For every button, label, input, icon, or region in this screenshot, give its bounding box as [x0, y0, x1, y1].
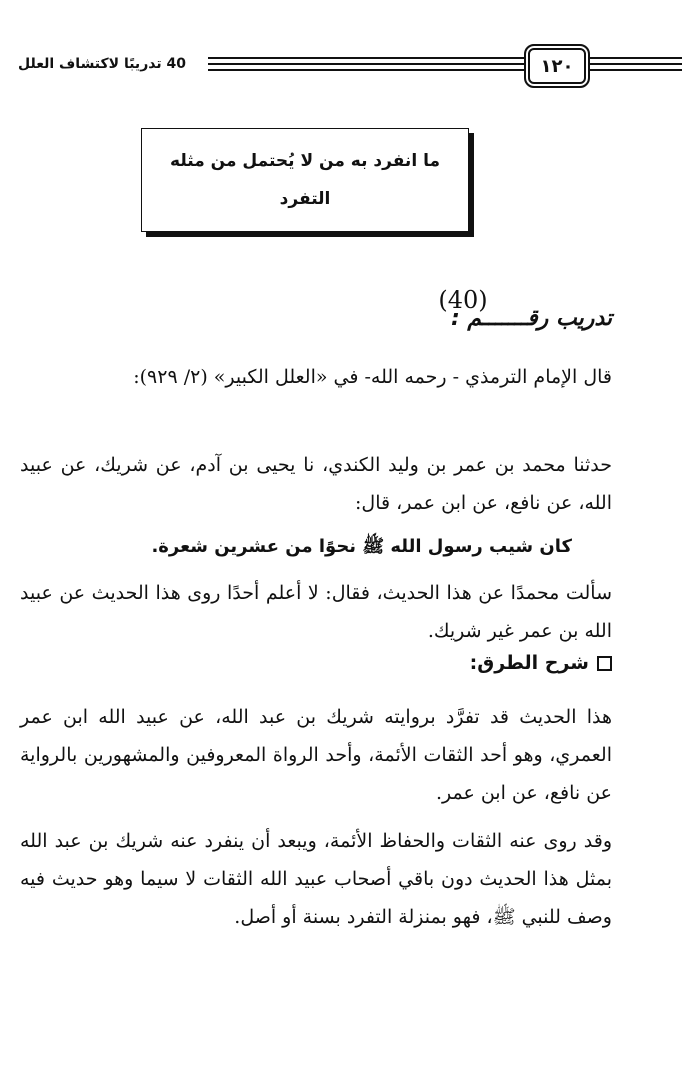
chapter-title-line-1: ما انفرد به من لا يُحتمل من مثله	[170, 151, 440, 171]
paragraph-question: سألت محمدًا عن هذا الحديث، فقال: لا أعلم أحدًا روى هذا الحديث عن عبيد الله بن عمر غير شريك.	[20, 582, 612, 642]
paragraph-explanation-1: هذا الحديث قد تفرَّد بروايته شريك بن عبد الله، عن عبيد الله ابن عمر العمري، وهو أحد الثقات الأئمة، وأحد الرواة المعروفين والمشهورين بالرواية عن نافع، عن ابن عمر.	[20, 706, 612, 804]
paragraph-explanation-2: وقد روى عنه الثقات والحفاظ الأئمة، ويبعد أن ينفرد عنه شريك بن عبد الله بمثل هذا الحديث دون باقي أصحاب عبيد الله الثقات لا سيما وهو حديث فيه وصف للنبي ﷺ، فهو بمنزلة التفرد بسنة أو أصل.	[20, 830, 612, 928]
section-heading-label: شرح الطرق:	[469, 652, 589, 674]
chapter-title-box	[141, 128, 469, 232]
paragraph-isnad: حدثنا محمد بن عمر بن وليد الكندي، نا يحيى بن آدم، عن شريك، عن عبيد الله، عن نافع، عن ابن عمر، قال:	[20, 454, 612, 514]
page-header	[18, 44, 682, 94]
page-number: ١٢٠	[524, 44, 590, 88]
hadith-text: كان شيب رسول الله ﷺ نحوًا من عشرين شعرة.	[151, 536, 572, 557]
chapter-title-line-2: التفرد	[279, 189, 331, 209]
section-heading	[312, 648, 612, 678]
paragraph-intro: قال الإمام الترمذي - رحمه الله- في «العلل الكبير» (٢/ ٩٢٩):	[133, 366, 612, 388]
exercise-heading: تدريب رقـــــــم :	[450, 306, 612, 331]
exercise-number: (40)	[438, 286, 488, 314]
square-bullet-icon	[597, 656, 612, 671]
header-rule-right	[590, 54, 682, 74]
header-rule-left	[208, 54, 526, 74]
running-title: 40 تدريبًا لاكتشاف العلل	[18, 56, 186, 72]
